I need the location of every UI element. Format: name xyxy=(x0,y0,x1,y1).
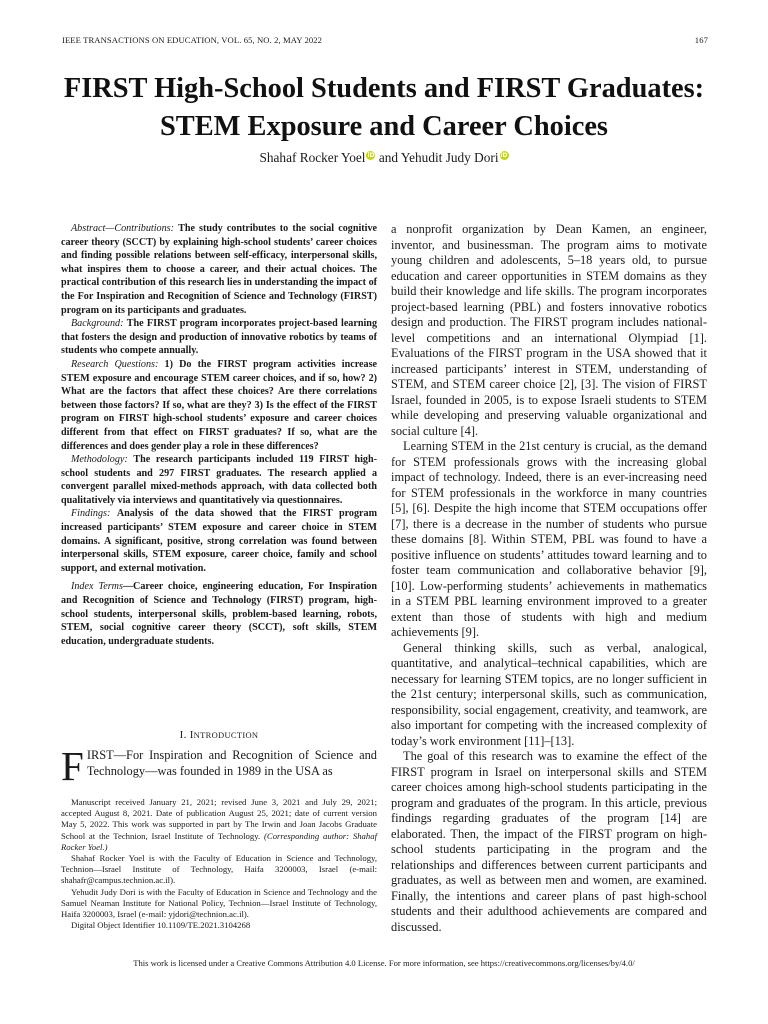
abstract-lead: Abstract—Contributions: xyxy=(71,223,174,234)
body-paragraph: The goal of this research was to examine the effect of the FIRST program in Israel on interpersonal skills and STEM career choices among high-school students participating in the program and graduates of the program. In this article, previous findings regarding graduates of the program [14] are elaborated. Then, the impact of the FIRST program on high-school students participating in the program and the relationships and differences between current participants and graduates, as well as between men and women, are examined. Finally, the intentions and career plans of past high-school students and their adulthood achievements are compared and discussed. xyxy=(391,749,707,934)
abstract-text: The FIRST program incorporates project-based learning that fosters the design and production of innovative robotics by teams of students who compete annually. xyxy=(61,318,378,357)
footnote-text: Manuscript received January 21, 2021; revised June 3, 2021 and July 29, 2021; accepted August 8, 2021. Date of publication August 25, 2021; date of current version May 5, 2022. This work was supported in part by The Irwin and Joan Jacobs Graduate School at the Technion, Israel Institute of Technology. xyxy=(61,797,377,841)
footnotes xyxy=(61,797,377,931)
orcid-icon[interactable]: iD xyxy=(367,152,375,159)
section-heading xyxy=(61,729,377,741)
body-paragraph: a nonprofit organization by Dean Kamen, an engineer, inventor, and businessman. The program aims to motivate young children and adolescents, 5–18 years old, to pursue education and career opportunities in STEM domains as they build their knowledge and life skills. The program incorporates project-based learning (PBL) and fosters innovative robotics design and production. The FIRST program includes national-level competitions and an international Olympiad [1]. Evaluations of the FIRST program in the USA showed that it increased participants’ interest in STEM, understanding of STEM, and STEM career choice [2], [3]. The vision of FIRST Israel, founded in 2005, is to expose Israeli students to STEM while developing and preserving valuable organizational and social culture [4]. xyxy=(391,222,707,438)
corresponding-author: (Corresponding author: Shahaf Rocker Yoel.) xyxy=(61,830,377,852)
abstract-findings xyxy=(61,507,377,575)
orcid-icon[interactable]: iD xyxy=(500,152,508,159)
license-notice: This work is licensed under a Creative Commons Attribution 4.0 License. For more information, see https://creativecommons.org/licenses/by/4.0/ xyxy=(133,958,635,968)
author-list xyxy=(30,150,738,166)
body-paragraph: Learning STEM in the 21st century is crucial, as the demand for STEM professionals grows with the increasing global impact of technology. Indeed, there is an ever-increasing need for STEM professionals in the workforce in many countries [5], [6]. Despite the high income that STEM occupations offer [7], there is a decrease in the number of students who pursue these domains [8]. Within STEM, PBL was found to have a positive influence on students’ attitudes toward learning and to foster team communication and collaborative behavior [9], [10]. Low-performing students’ achievements in mathematics in a STEM PBL learning environment improved to a greater extent than those of students with high and medium achievements [9]. xyxy=(391,439,707,639)
running-head xyxy=(62,35,708,49)
index-terms xyxy=(61,580,377,648)
abstract-text: Analysis of the data showed that the FIRST program increased participants’ STEM exposure and career choice in STEM domains. A significant, positive, strong correlation was found between interpersonal skills, STEM exposure, career choice, family and school support, and external motivation. xyxy=(61,508,377,574)
abstract-lead: Methodology: xyxy=(71,454,128,466)
abstract-contributions xyxy=(61,222,377,317)
footnote-manuscript xyxy=(61,797,377,853)
abstract-text: 1) Do the FIRST program activities increase STEM exposure and encourage STEM career choices, and if so, how? 2) What are the factors that affect these choices? Are there correlations between those factors? If so, what are they? 3) Is the effect of the FIRST program on FIRST high-school students’ exposure and career choices different from that effect on FIRST graduates? If so, what are the differences and does gender play a role in these differences? xyxy=(61,358,377,452)
drop-cap: F xyxy=(61,743,84,789)
abstract-lead: Background: xyxy=(71,318,124,330)
title-line-2: STEM Exposure and Career Choices xyxy=(160,111,608,142)
footnote-author-1: Shahaf Rocker Yoel is with the Faculty of Education in Science and Technology, Technion—Israel Institute of Technology, Haifa 3200003, Israel (e-mail: shahafr@campus.technion.ac.il). xyxy=(61,853,377,886)
section-title-rest: NTRODUCTION xyxy=(193,730,259,740)
abstract-methodology xyxy=(61,453,377,507)
section-numeral: I. xyxy=(179,729,187,741)
footnote-author-2: Yehudit Judy Dori is with the Faculty of Education in Science and Technology and the Samuel Neaman Institute for National Policy, Technion—Israel Institute of Technology, Haifa 3200003, Israel (e-mail: yjdori@technion.ac.il). xyxy=(61,886,377,920)
journal-header: IEEE TRANSACTIONS ON EDUCATION, VOL. 65, NO. 2, MAY 2022 xyxy=(62,35,323,45)
intro-text: IRST—For Inspiration and Recognition of Science and Technology—was founded in 1989 in the USA as xyxy=(86,748,377,778)
index-terms-text: —Career choice, engineering education, For Inspiration and Recognition of Science and Technology (FIRST) program, high-school students, interpersonal skills, problem-based learning, robots, STEM, social cognitive career theory (SCCT), soft skills, STEM education, undergraduate students. xyxy=(61,581,377,647)
abstract-text: The study contributes to the social cognitive career theory (SCCT) by explaining high-school students’ career choices and finding possible relations between self-efficacy, interpersonal skills, what inspires them to choose a career, and their actual choices. The practical contribution of this research lies in understanding the impact of the For Inspiration and Recognition of Science and Technology (FIRST) program on its participants and graduates. xyxy=(61,223,378,316)
page-number: 167 xyxy=(694,35,708,45)
author-2: Yehudit Judy Dori xyxy=(400,150,499,165)
paper-title xyxy=(30,70,738,146)
abstract-text: The research participants included 119 FIRST high-school students and 297 FIRST graduates. The research applied a convergent parallel mixed-methods approach, with data collected both qualitatively via interviews and quantitatively via questionnaires. xyxy=(61,454,377,506)
author-connector: and xyxy=(378,150,399,165)
title-line-1: FIRST High-School Students and FIRST Graduates: xyxy=(63,73,705,104)
body-paragraph: General thinking skills, such as verbal, analogical, quantitative, and analytical–technical capabilities, which are necessary for learning STEM topics, are no longer sufficient in the 21st century; interpersonal skills, such as communication, responsibility, social engagement, creativity, and teamwork, are also important for competing with the increased complexity of today’s work environment [11]–[13]. xyxy=(391,640,707,748)
abstract-lead: Findings: xyxy=(71,508,111,520)
index-terms-lead: Index Terms xyxy=(71,581,123,593)
abstract-background xyxy=(61,317,377,358)
author-1: Shahaf Rocker Yoel xyxy=(259,150,366,165)
doi[interactable]: Digital Object Identifier 10.1109/TE.2021.3104268 xyxy=(71,920,251,931)
abstract-research-questions xyxy=(61,358,377,453)
abstract xyxy=(61,222,377,648)
right-column xyxy=(391,222,707,935)
abstract-lead: Research Questions: xyxy=(71,358,159,370)
section-first-letter: I xyxy=(189,729,194,741)
intro-paragraph xyxy=(61,743,377,789)
